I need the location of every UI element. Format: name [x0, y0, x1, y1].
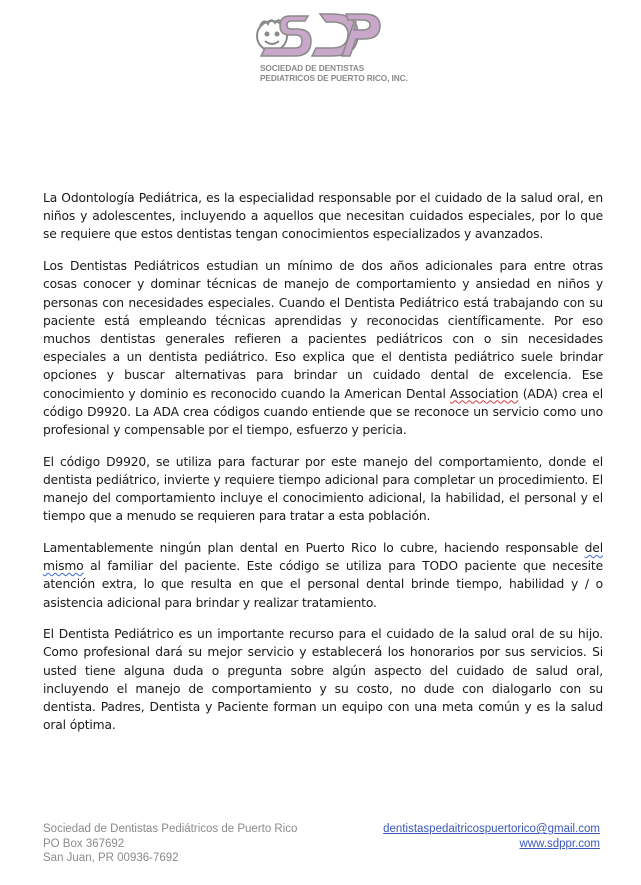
logo-line-1: SOCIEDAD DE DENTISTAS: [260, 63, 365, 73]
spellcheck-word: Association: [450, 386, 519, 401]
website-link[interactable]: www.sdppr.com: [519, 837, 600, 850]
paragraph-5: El Dentista Pediátrico es un importante recurso para el cuidado de la salud oral de su hijo. Como profesional dará su mejor servicio y establecerá los honorarios por sus servicios. Si usted tiene alguna duda o pregunta sobre algún aspecto del cuidado de salud oral, incluyendo el manejo de comportamiento y su costo, no dude con dialogarlo con su dentista. Padres, Dentista y Paciente forman un equipo con una meta común y es la salud oral óptima.: [43, 627, 603, 733]
grammar-check-phrase: del mismo: [43, 540, 603, 574]
footer-org: Sociedad de Dentistas Pediátricos de Puerto Rico: [43, 823, 298, 835]
paragraph-4: [43, 539, 603, 612]
footer-po-box: PO Box 367692: [43, 837, 125, 850]
paragraph-4-text-c: al familiar del paciente. Este código se utiliza para TODO paciente que necesite atención extra, lo que resulta en que el personal dental brinde tiempo, habilidad y / o asistencia adicional para brindar y realizar tratamiento.: [43, 559, 603, 610]
sdp-logo: [250, 6, 410, 86]
footer-city: San Juan, PR 00936-7692: [43, 852, 179, 864]
sdp-logo-mark: [250, 6, 385, 64]
email-link[interactable]: dentistaspedaitricospuertorico@gmail.com: [383, 823, 600, 835]
logo-line-2: PEDIATRICOS DE PUERTO RICO, INC.: [260, 72, 408, 83]
logo-caption: [260, 64, 408, 83]
paragraph-3: El código D9920, se utiliza para facturar por este manejo del comportamiento, donde el dentista pediátrico, invierte y requiere tiempo adicional para completar un procedimiento. El manejo del comportamiento incluye el conocimiento adicional, la habilidad, el personal y el tiempo que a menudo se requieren para tratar a esta población.: [43, 454, 603, 524]
paragraph-1: La Odontología Pediátrica, es la especialidad responsable por el cuidado de la salud oral, en niños y adolescentes, incluyendo a aquellos que necesitan cuidados especiales, por lo que se requiere que estos dentistas tengan conocimientos especializados y avanzados.: [43, 191, 603, 242]
paragraph-2: [43, 257, 603, 439]
footer-address: [43, 822, 297, 866]
paragraph-4-text-a: Lamentablemente ningún plan dental en Puerto Rico lo cubre, haciendo responsable: [43, 540, 585, 555]
paragraph-2-text-a: Los Dentistas Pediátricos estudian un mínimo de dos años adicionales para entre otras cosas conocer y dominar técnicas de manejo de comportamiento y ansiedad en niños y personas con necesidades especiales. Cuando el Dentista Pediátrico está trabajando con su paciente está empleando técnicas aprendidas y reconocidas científicamente. Por eso muchos dentistas generales refieren a pacientes pediátricos con o sin necesidades especiales a un dentista pediátrico. Eso explica que el dentista pediátrico suele brindar opciones y buscar alternativas para brindar un cuidado dental de excelencia. Ese conocimiento y dominio es reconocido cuando la American Dental: [43, 259, 603, 401]
document-body: [43, 189, 603, 748]
paragraph-2-text-c: (ADA) crea el código D9920. La ADA crea códigos cuando entiende que se reconoce un servicio como uno profesional y compensable por el tiempo, esfuerzo y pericia.: [43, 386, 603, 437]
footer-contact: [383, 822, 600, 851]
